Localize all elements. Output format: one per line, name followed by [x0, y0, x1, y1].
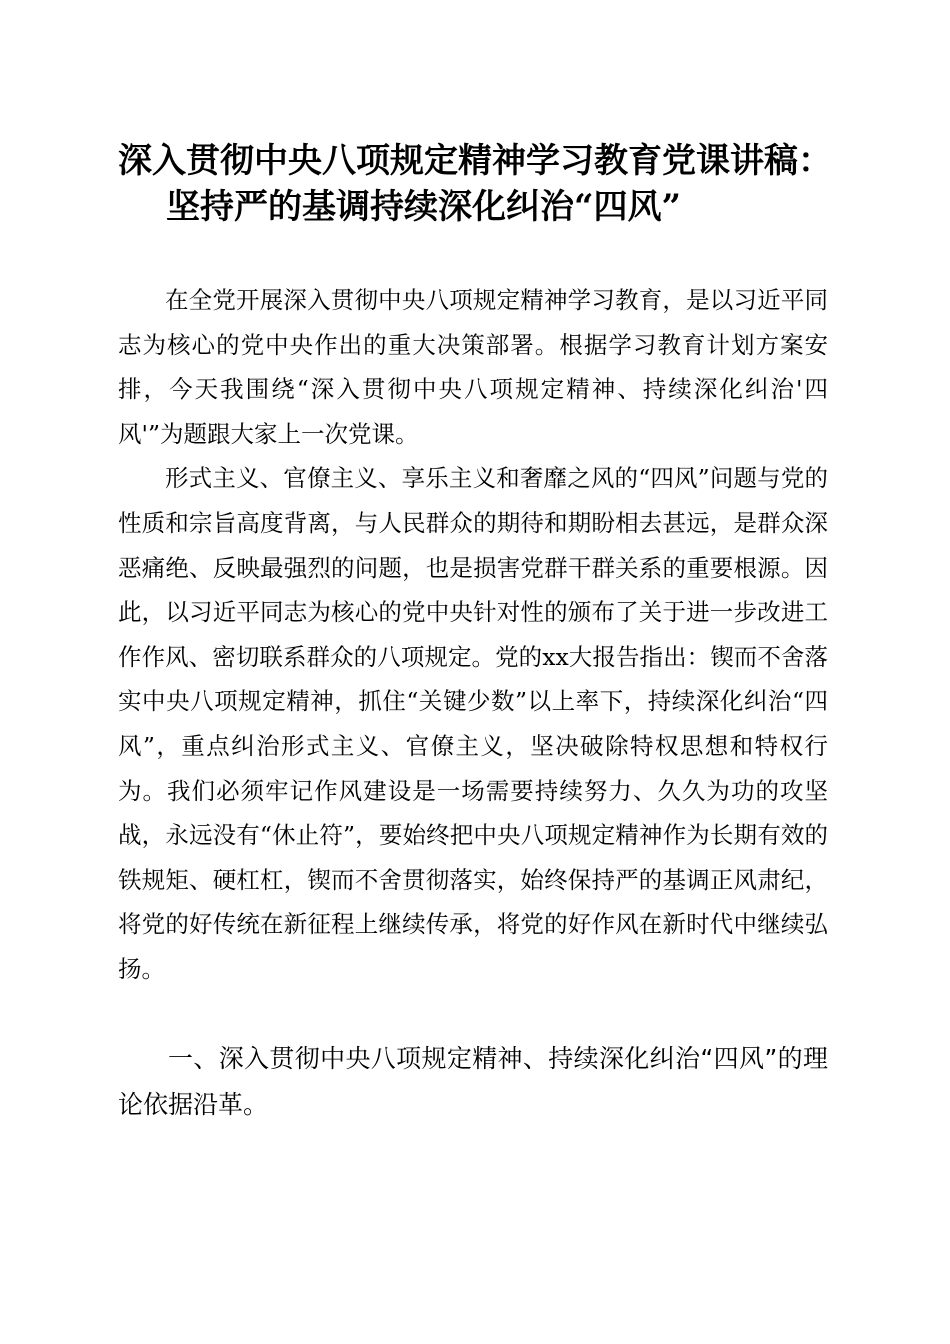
document-title — [118, 138, 848, 230]
title-line-1: 深入贯彻中央八项规定精神学习教育党课讲稿： — [118, 141, 832, 181]
document-body — [118, 278, 828, 992]
paragraph-four-styles: 形式主义、官僚主义、享乐主义和奢靡之风的“四风”问题与党的性质和宗旨高度背离，与人民群众的期待和期盼相去甚远，是群众深恶痛绝、反映最强烈的问题，也是损害党群干群关系的重要根源。因此，以习近平同志为核心的党中央针对性的颁布了关于进一步改进工作作风、密切联系群众的八项规定。党的xx大报告指出：锲而不舍落实中央八项规定精神，抓住“关键少数”以上率下，持续深化纠治“四风”，重点纠治形式主义、官僚主义，坚决破除特权思想和特权行为。我们必须牢记作风建设是一场需要持续努力、久久为功的攻坚战，永远没有“休止符”，要始终把中央八项规定精神作为长期有效的铁规矩、硬杠杠，锲而不舍贯彻落实，始终保持严的基调正风肃纪，将党的好传统在新征程上继续传承，将党的好作风在新时代中继续弘扬。 — [118, 464, 828, 983]
title-line-2: 坚持严的基调持续深化纠治“四风” — [166, 187, 682, 227]
paragraph-intro: 在全党开展深入贯彻中央八项规定精神学习教育，是以习近平同志为核心的党中央作出的重大决策部署。根据学习教育计划方案安排，今天我围绕“深入贯彻中央八项规定精神、持续深化纠治'四风'”为题跟大家上一次党课。 — [118, 286, 828, 448]
section-heading-1: 一、深入贯彻中央八项规定精神、持续深化纠治“四风”的理论依据沿革。 — [118, 1044, 828, 1119]
